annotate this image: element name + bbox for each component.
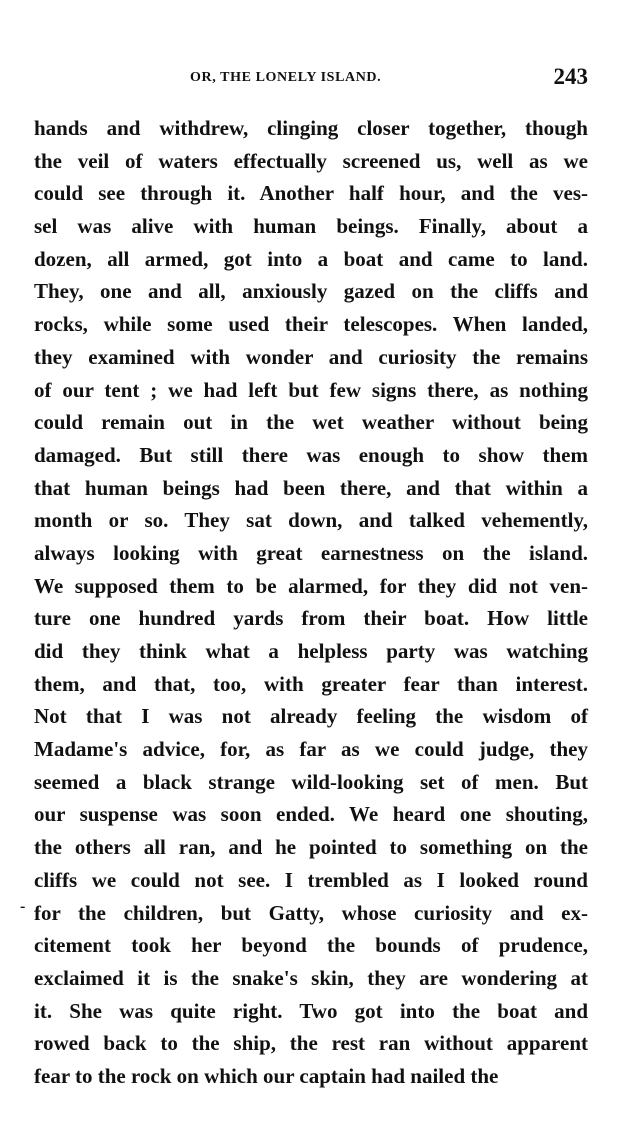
text-line: could remain out in the wet weather without being — [34, 410, 588, 435]
text-line: it. She was quite right. Two got into the boat and — [34, 998, 588, 1023]
text-line: ture one hundred yards from their boat. How little — [34, 606, 588, 631]
text-line: them, and that, too, with greater fear than interest. — [34, 671, 588, 696]
text-line: cliffs we could not see. I trembled as I looked round — [34, 867, 588, 892]
text-line: fear to the rock on which our captain had nailed the — [34, 1063, 499, 1088]
running-head: OR, THE LONELY ISLAND. — [190, 70, 382, 85]
text-line: month or so. They sat down, and talked vehemently, — [34, 508, 588, 533]
text-line: our suspense was soon ended. We heard one shouting, — [34, 802, 588, 827]
text-line: they examined with wonder and curiosity the remains — [34, 344, 588, 369]
text-line: did they think what a helpless party was watching — [34, 639, 588, 663]
text-line: Madame's advice, for, as far as we could judge, they — [34, 737, 588, 762]
text-line: They, one and all, anxiously gazed on the cliffs and — [34, 279, 588, 304]
margin-mark: - — [20, 898, 26, 915]
text-line: the others all ran, and he pointed to something on the — [34, 835, 588, 860]
text-line: of our tent ; we had left but few signs there, as nothing — [34, 377, 588, 402]
page-header — [0, 64, 639, 96]
text-line: the veil of waters effectually screened us, well as we — [34, 148, 588, 173]
text-line: Not that I was not already feeling the wisdom of — [34, 704, 588, 729]
text-line: hands and withdrew, clinging closer together, though — [34, 116, 588, 140]
text-line: rowed back to the ship, the rest ran without apparent — [34, 1031, 588, 1056]
text-line: for the children, but Gatty, whose curiosity and ex- — [34, 900, 588, 925]
page-number: 243 — [553, 64, 588, 89]
text-line: sel was alive with human beings. Finally, about a — [34, 214, 588, 239]
text-line: exclaimed it is the snake's skin, they are wondering at — [34, 965, 588, 990]
text-line: We supposed them to be alarmed, for they did not ven- — [34, 573, 588, 598]
text-line: that human beings had been there, and that within a — [34, 475, 588, 500]
text-line: always looking with great earnestness on the island. — [34, 540, 588, 565]
body-text — [34, 112, 588, 1093]
text-line: dozen, all armed, got into a boat and came to land. — [34, 246, 588, 271]
text-line: could see through it. Another half hour, and the ves- — [34, 181, 588, 206]
text-line: rocks, while some used their telescopes. When landed, — [34, 312, 588, 337]
text-line: seemed a black strange wild-looking set of men. But — [34, 769, 588, 794]
text-line: damaged. But still there was enough to show them — [34, 442, 588, 467]
text-line: citement took her beyond the bounds of prudence, — [34, 933, 588, 958]
